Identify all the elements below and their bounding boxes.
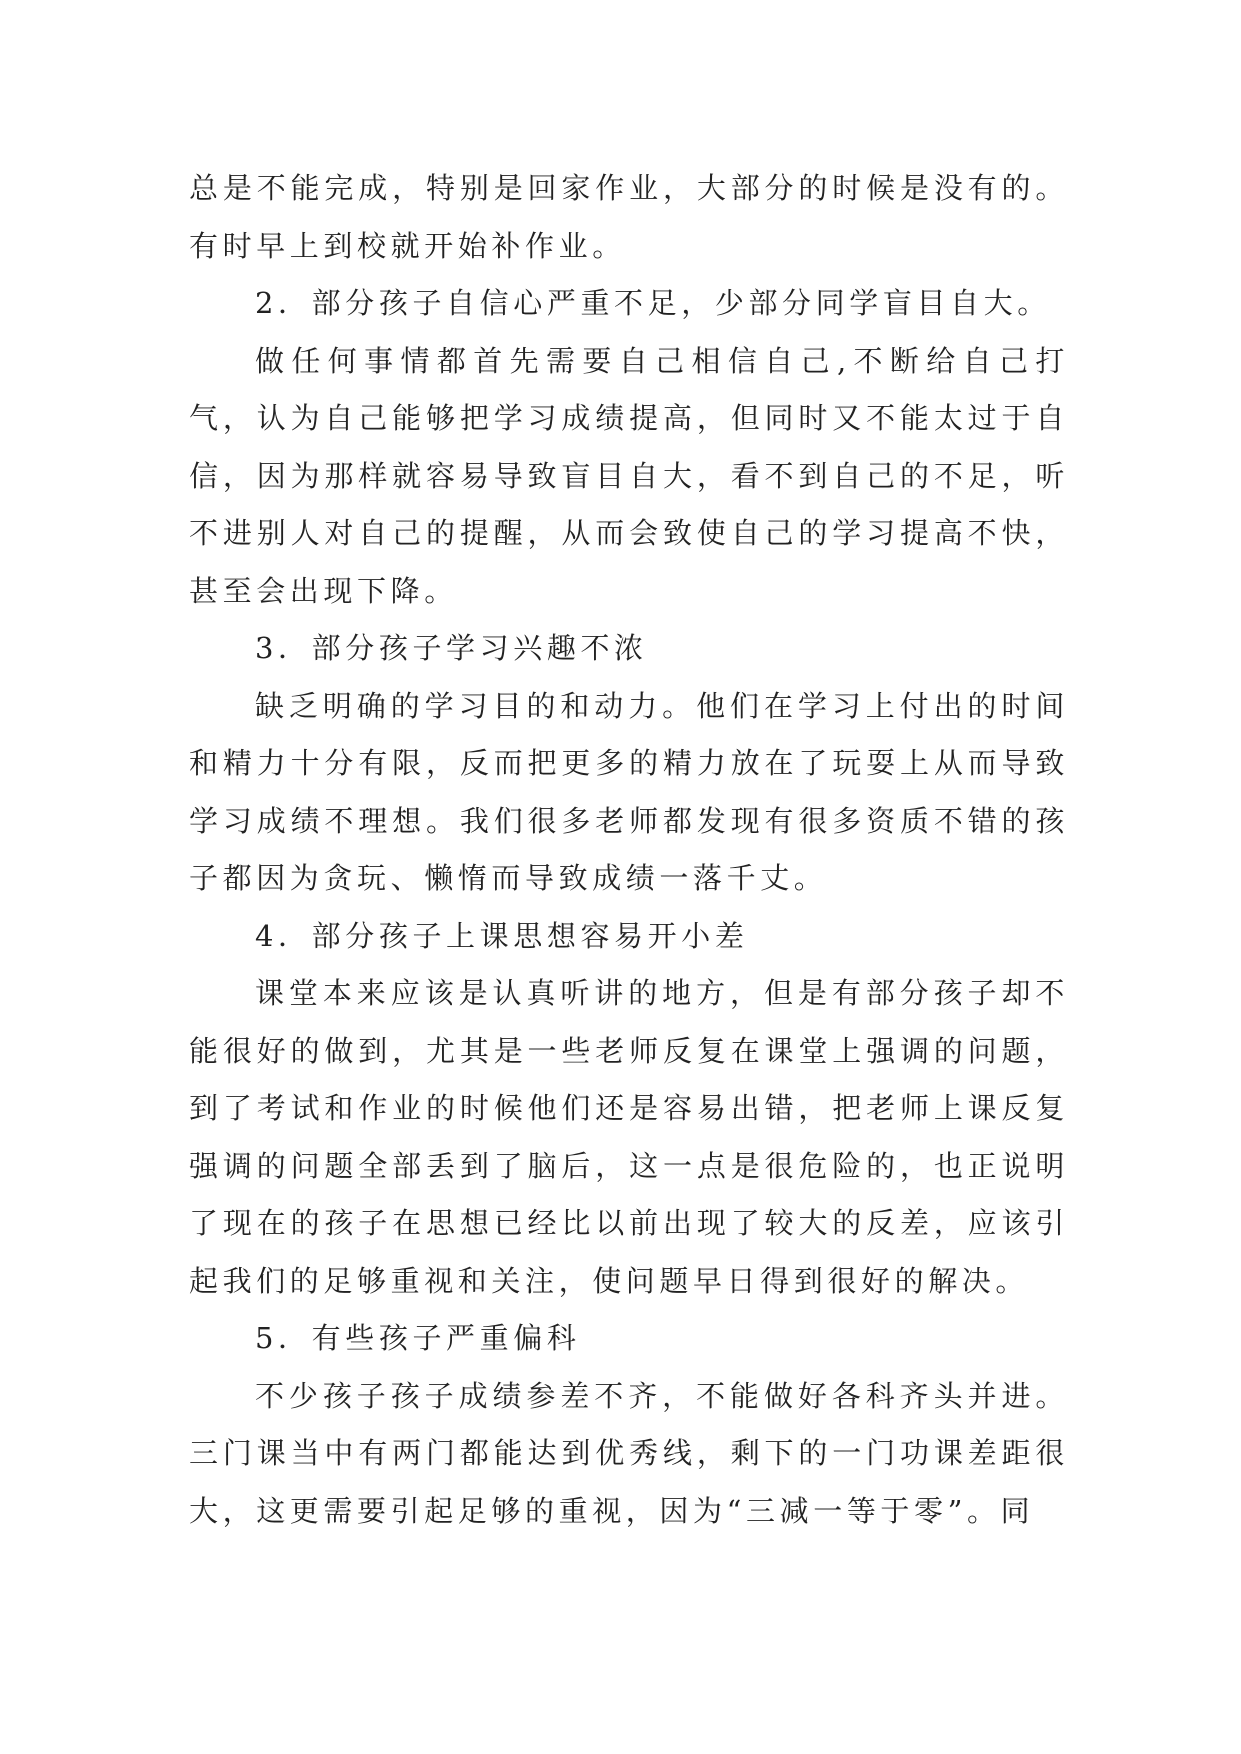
paragraph-3: 缺乏明确的学习目的和动力。他们在学习上付出的时间和精力十分有限，反而把更多的精力放在了玩耍上从而导致学习成绩不理想。我们很多老师都发现有很多资质不错的孩子都因为贪玩、懒惰而导致成绩一落千丈。 (189, 688, 1069, 895)
paragraph-2: 做任何事情都首先需要自己相信自己,不断给自己打气，认为自己能够把学习成绩提高，但同时又不能太过于自信，因为那样就容易导致盲目自大，看不到自己的不足，听不进别人对自己的提醒，从而会致使自己的学习提高不快，甚至会出现下降。 (189, 343, 1069, 608)
paragraph-5: 不少孩子孩子成绩参差不齐，不能做好各科齐头并进。三门课当中有两门都能达到优秀线，剩下的一门功课差距很大，这更需要引起足够的重视，因为“三减一等于零”。同 (189, 1378, 1069, 1528)
heading-item-2: 2．部分孩子自信心严重不足，少部分同学盲目自大。 (255, 286, 1051, 320)
document-body (189, 160, 1069, 1540)
paragraph-1: 总是不能完成，特别是回家作业，大部分的时候是没有的。有时早上到校就开始补作业。 (189, 171, 1069, 263)
heading-item-4: 4．部分孩子上课思想容易开小差 (255, 918, 749, 953)
heading-item-3: 3．部分孩子学习兴趣不浓 (255, 631, 648, 665)
paragraph-4: 课堂本来应该是认真听讲的地方，但是有部分孩子却不能很好的做到，尤其是一些老师反复在课堂上强调的问题，到了考试和作业的时候他们还是容易出错，把老师上课反复强调的问题全部丢到了脑后，这一点是很危险的，也正说明了现在的孩子在思想已经比以前出现了较大的反差，应该引起我们的足够重视和关注，使问题早日得到很好的解决。 (189, 976, 1069, 1298)
heading-item-5: 5．有些孩子严重偏科 (255, 1321, 581, 1355)
